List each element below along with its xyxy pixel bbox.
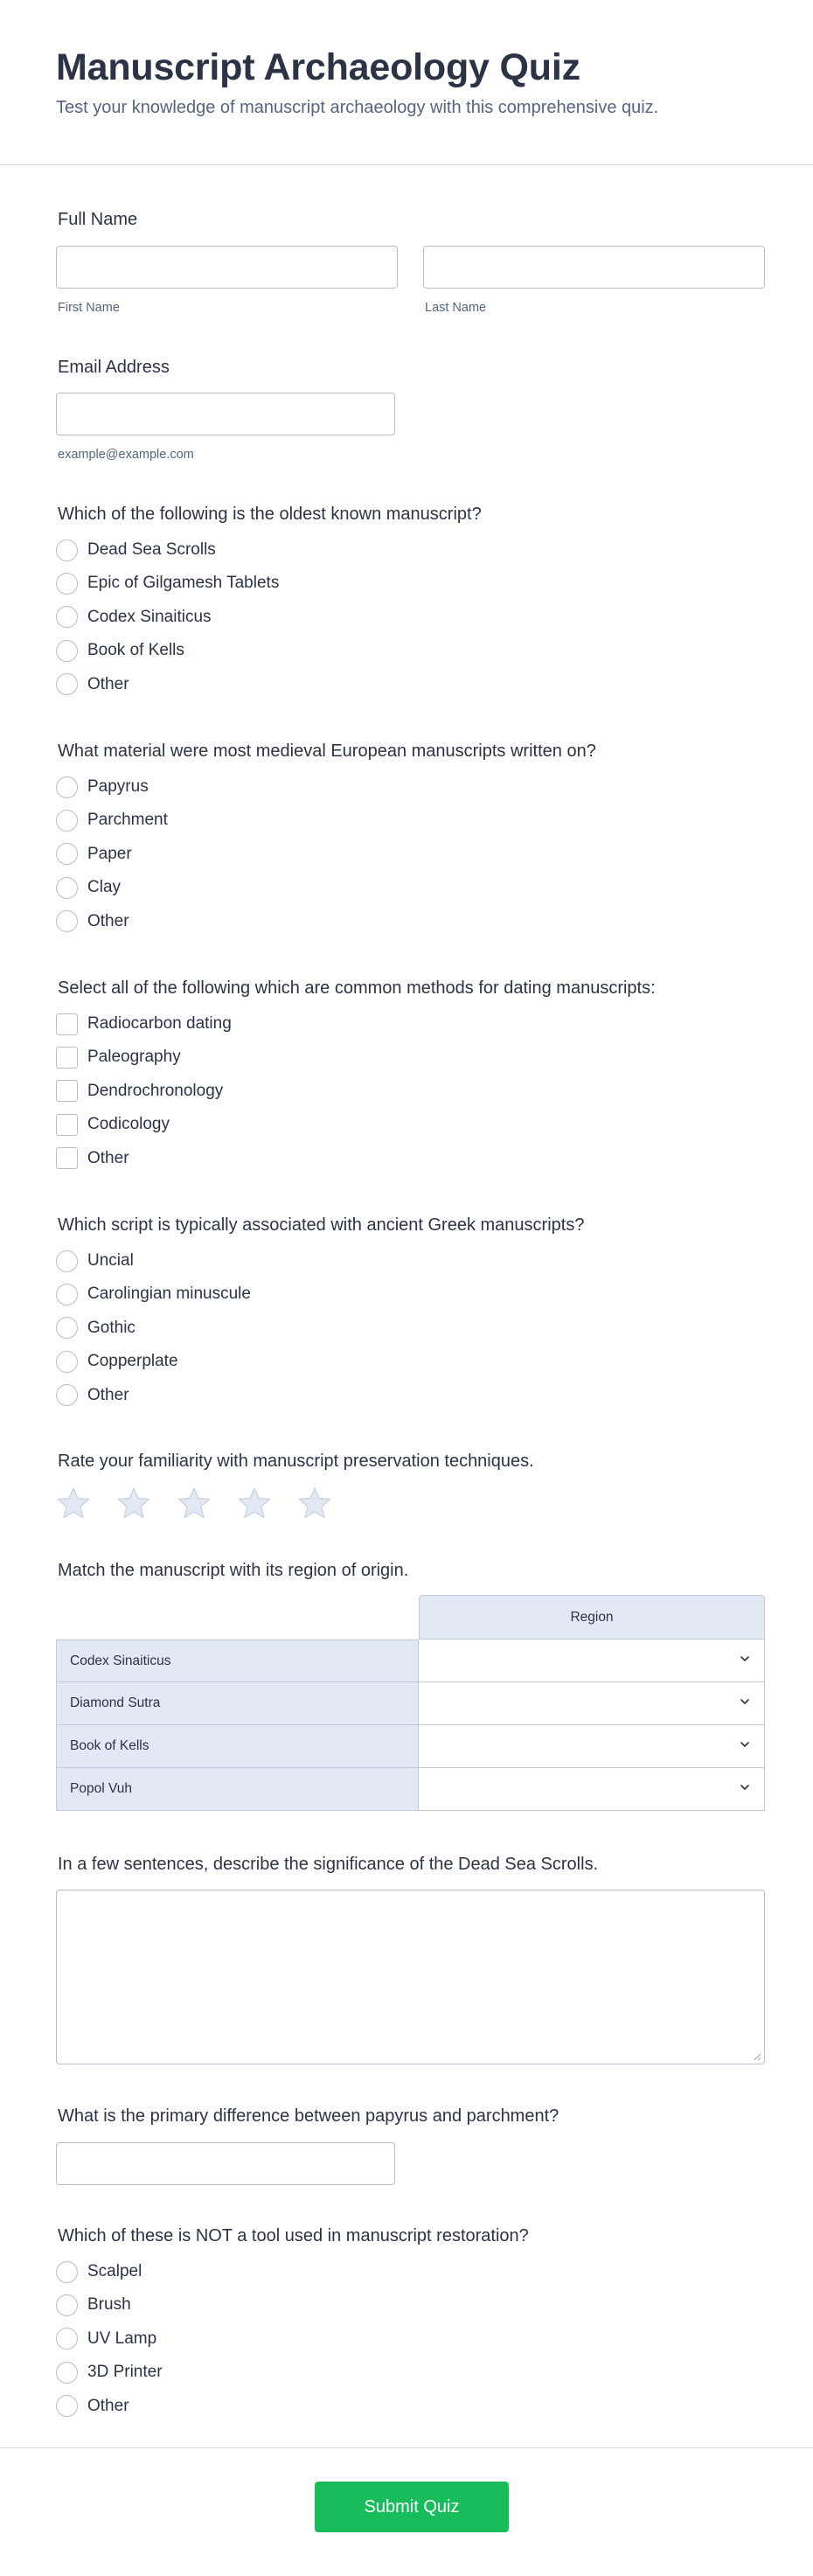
matrix-row-label: Book of Kells <box>56 1725 419 1768</box>
q3-option[interactable] <box>56 1011 232 1037</box>
option-label: Uncial <box>87 1251 134 1270</box>
checkbox[interactable] <box>56 1114 78 1136</box>
q5-option[interactable] <box>56 2259 142 2285</box>
chevron-down-icon <box>738 1695 752 1709</box>
option-label: Scalpel <box>87 2262 142 2280</box>
matrix-row <box>56 1640 765 1682</box>
short-answer-input[interactable] <box>56 2142 395 2185</box>
full-name-label: Full Name <box>58 210 138 229</box>
q3-option[interactable] <box>56 1044 181 1070</box>
star-icon[interactable] <box>237 1486 272 1521</box>
option-label: Other <box>87 911 129 930</box>
radio-button[interactable] <box>56 2328 78 2350</box>
option-label: Other <box>87 1385 129 1404</box>
last-name-sublabel: Last Name <box>425 301 487 315</box>
radio-button[interactable] <box>56 640 78 662</box>
option-label: Clay <box>87 878 122 897</box>
first-name-sublabel: First Name <box>58 301 120 315</box>
question-dating-methods: Select all of the following which are common methods for dating manuscripts: <box>58 978 656 998</box>
option-label: Radiocarbon dating <box>87 1014 232 1033</box>
option-label: Dead Sea Scrolls <box>87 540 216 559</box>
radio-button[interactable] <box>56 606 78 628</box>
region-select[interactable] <box>419 1640 765 1682</box>
matrix-row-label: Codex Sinaiticus <box>56 1640 419 1682</box>
q2-option[interactable] <box>56 874 121 901</box>
page-title: Manuscript Archaeology Quiz <box>56 46 580 88</box>
checkbox[interactable] <box>56 1013 78 1035</box>
chevron-down-icon <box>738 1737 752 1751</box>
option-label: Carolingian minuscule <box>87 1285 251 1304</box>
question-restoration-tool: Which of these is NOT a tool used in manuscript restoration? <box>58 2226 529 2245</box>
q3-option[interactable] <box>56 1078 223 1104</box>
q1-option[interactable] <box>56 537 216 563</box>
q4-option[interactable] <box>56 1382 129 1409</box>
q4-option[interactable] <box>56 1348 178 1375</box>
q4-option[interactable] <box>56 1315 136 1341</box>
q3-option[interactable] <box>56 1111 170 1138</box>
checkbox[interactable] <box>56 1047 78 1069</box>
radio-button[interactable] <box>56 673 78 695</box>
star-icon[interactable] <box>116 1486 151 1521</box>
radio-button[interactable] <box>56 877 78 899</box>
question-greek-script: Which script is typically associated with ancient Greek manuscripts? <box>58 1215 585 1235</box>
q4-option[interactable] <box>56 1281 251 1307</box>
star-icon[interactable] <box>177 1486 212 1521</box>
q5-option[interactable] <box>56 2393 129 2419</box>
radio-button[interactable] <box>56 540 78 561</box>
radio-button[interactable] <box>56 1384 78 1406</box>
matrix-row-label: Diamond Sutra <box>56 1682 419 1725</box>
radio-button[interactable] <box>56 810 78 832</box>
radio-button[interactable] <box>56 843 78 865</box>
q4-option[interactable] <box>56 1248 134 1274</box>
q1-option[interactable] <box>56 604 212 630</box>
question-medieval-material: What material were most medieval European manuscripts written on? <box>58 741 596 761</box>
option-label: Codex Sinaiticus <box>87 607 212 626</box>
option-label: Copperplate <box>87 1352 178 1371</box>
option-label: Book of Kells <box>87 641 184 660</box>
option-label: Brush <box>87 2295 131 2315</box>
first-name-input[interactable] <box>56 246 398 289</box>
option-label: Gothic <box>87 1318 136 1337</box>
radio-button[interactable] <box>56 573 78 595</box>
question-dead-sea-scrolls: In a few sentences, describe the significance of the Dead Sea Scrolls. <box>58 1855 599 1874</box>
radio-button[interactable] <box>56 1284 78 1305</box>
option-label: Codicology <box>87 1115 170 1134</box>
essay-textarea[interactable] <box>56 1890 765 2064</box>
q5-option[interactable] <box>56 2326 156 2352</box>
matrix-column-region: Region <box>419 1595 765 1640</box>
q2-option[interactable] <box>56 841 132 867</box>
region-select[interactable] <box>419 1768 765 1811</box>
radio-button[interactable] <box>56 2294 78 2316</box>
page-subtitle: Test your knowledge of manuscript archaeology with this comprehensive quiz. <box>56 98 659 117</box>
radio-button[interactable] <box>56 2395 78 2417</box>
radio-button[interactable] <box>56 2261 78 2283</box>
q2-option[interactable] <box>56 909 129 935</box>
option-label: Paper <box>87 844 132 863</box>
q5-option[interactable] <box>56 2292 131 2318</box>
matrix-row <box>56 1725 765 1768</box>
radio-button[interactable] <box>56 776 78 798</box>
star-icon[interactable] <box>56 1486 91 1521</box>
chevron-down-icon <box>738 1652 752 1666</box>
option-label: Other <box>87 1148 129 1167</box>
option-label: Other <box>87 2396 129 2415</box>
star-icon[interactable] <box>297 1486 332 1521</box>
region-select[interactable] <box>419 1725 765 1768</box>
question-oldest-manuscript: Which of the following is the oldest known manuscript? <box>58 505 482 524</box>
q5-option[interactable] <box>56 2359 163 2385</box>
matrix-table <box>56 1595 765 1814</box>
option-label: Papyrus <box>87 777 149 796</box>
option-label: Paleography <box>87 1048 181 1067</box>
region-select[interactable] <box>419 1682 765 1725</box>
email-label: Email Address <box>58 358 170 377</box>
email-sublabel: example@example.com <box>58 448 194 462</box>
option-label: Epic of Gilgamesh Tablets <box>87 574 280 593</box>
q2-option[interactable] <box>56 774 149 800</box>
matrix-row <box>56 1682 765 1725</box>
option-label: UV Lamp <box>87 2329 157 2348</box>
matrix-row-label: Popol Vuh <box>56 1768 419 1811</box>
form-footer <box>0 2447 813 2576</box>
option-label: Parchment <box>87 811 168 830</box>
checkbox[interactable] <box>56 1147 78 1169</box>
star-rating <box>56 1486 358 1521</box>
q1-option[interactable] <box>56 570 279 596</box>
resize-handle-icon[interactable] <box>753 2052 761 2061</box>
q3-option[interactable] <box>56 1145 129 1172</box>
question-rating: Rate your familiarity with manuscript preservation techniques. <box>58 1452 534 1471</box>
option-label: 3D Printer <box>87 2363 163 2382</box>
submit-quiz-button[interactable]: Submit Quiz <box>315 2482 509 2532</box>
radio-button[interactable] <box>56 1250 78 1272</box>
checkbox[interactable] <box>56 1080 78 1102</box>
radio-button[interactable] <box>56 910 78 932</box>
matrix-row <box>56 1768 765 1811</box>
option-label: Dendrochronology <box>87 1081 224 1100</box>
chevron-down-icon <box>738 1780 752 1794</box>
q1-option[interactable] <box>56 637 184 664</box>
q2-option[interactable] <box>56 807 168 833</box>
option-label: Other <box>87 674 129 693</box>
radio-button[interactable] <box>56 2362 78 2384</box>
question-papyrus-parchment: What is the primary difference between papyrus and parchment? <box>58 2106 559 2126</box>
radio-button[interactable] <box>56 1317 78 1339</box>
last-name-input[interactable] <box>423 246 765 289</box>
form-header <box>0 0 813 165</box>
question-matrix: Match the manuscript with its region of origin. <box>58 1561 409 1580</box>
radio-button[interactable] <box>56 1351 78 1373</box>
q1-option[interactable] <box>56 672 129 698</box>
email-input[interactable] <box>56 393 395 435</box>
